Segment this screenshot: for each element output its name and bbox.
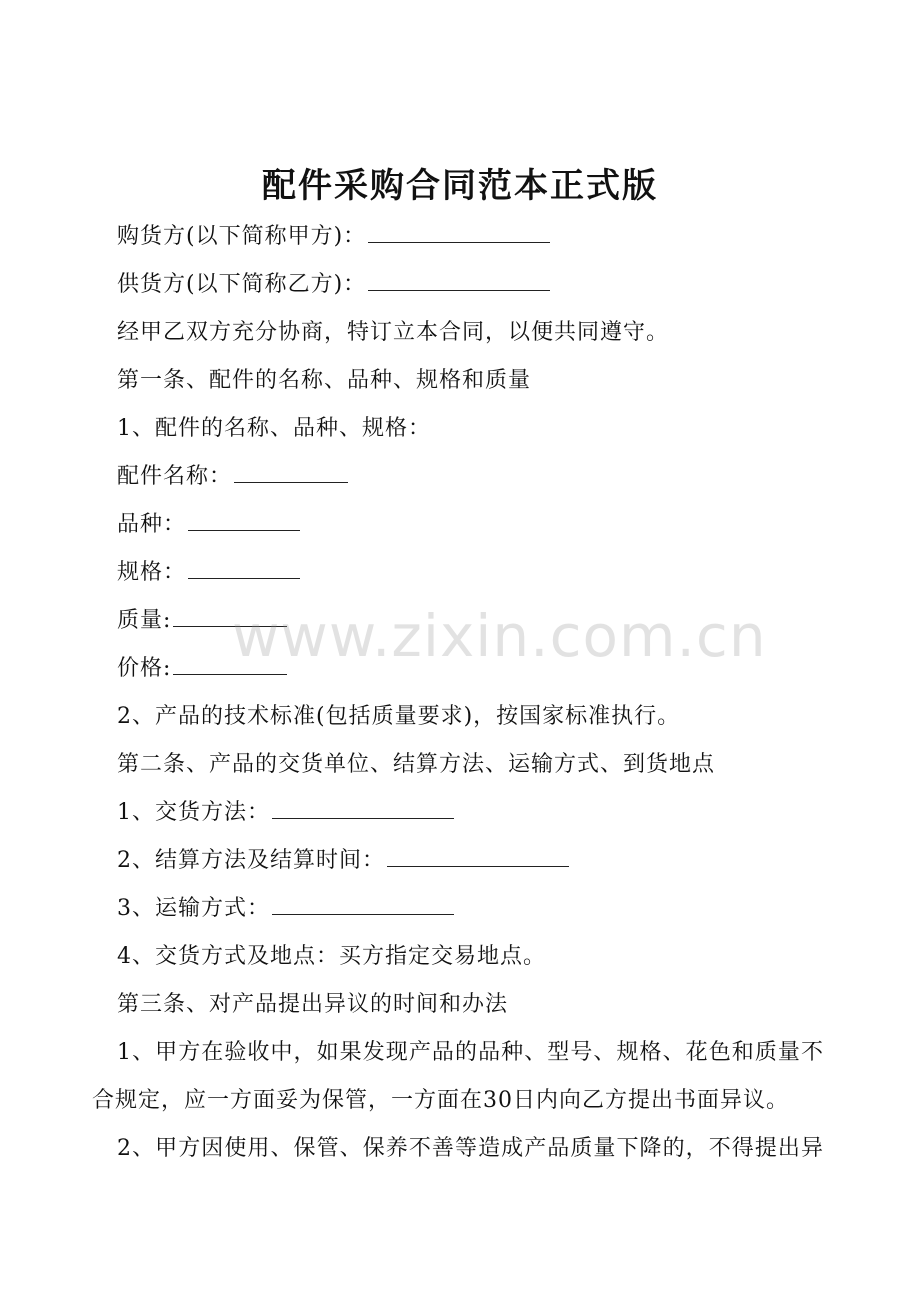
article2-item3-line	[117, 892, 454, 926]
article1-item1: 1、配件的名称、品种、规格：	[117, 416, 431, 441]
seller-line	[117, 268, 550, 302]
article2-item4: 4、交货方式及地点：买方指定交易地点。	[117, 944, 546, 969]
document-title: 配件采购合同范本正式版	[262, 166, 658, 206]
article1-item2: 2、产品的技术标准(包括质量要求)，按国家标准执行。	[117, 704, 681, 729]
seller-label: 供货方(以下简称乙方)：	[117, 272, 367, 297]
transport-blank	[272, 892, 454, 915]
field-name-label: 配件名称：	[117, 464, 233, 489]
article3-item1-line1: 1、甲方在验收中，如果发现产品的品种、型号、规格、花色和质量不	[117, 1040, 823, 1065]
article3-item1-line2: 合规定，应一方面妥为保管，一方面在30日内向乙方提出书面异议。	[92, 1088, 789, 1113]
article2-item2-label: 2、结算方法及结算时间：	[117, 848, 385, 873]
field-price-label: 价格:	[117, 656, 172, 681]
article2-item3-label: 3、运输方式：	[117, 896, 270, 921]
field-spec-line	[117, 556, 300, 590]
article2-item2-line	[117, 844, 569, 878]
buyer-line	[117, 220, 550, 254]
buyer-label: 购货方(以下简称甲方)：	[117, 224, 367, 249]
field-name-line	[117, 460, 348, 494]
field-variety-blank	[188, 508, 300, 531]
article2-heading: 第二条、产品的交货单位、结算方法、运输方式、到货地点	[117, 752, 716, 777]
settlement-blank	[387, 844, 569, 867]
buyer-blank	[368, 220, 550, 243]
field-variety-line	[117, 508, 300, 542]
field-spec-label: 规格：	[117, 560, 187, 585]
article2-item1-label: 1、交货方法：	[117, 800, 270, 825]
field-variety-label: 品种：	[117, 512, 187, 537]
field-spec-blank	[188, 556, 300, 579]
intro-paragraph: 经甲乙双方充分协商，特订立本合同，以便共同遵守。	[117, 320, 670, 345]
article3-heading: 第三条、对产品提出异议的时间和办法	[117, 992, 509, 1017]
watermark: www.zixin.com.cn	[232, 602, 767, 670]
article3-item2-line1: 2、甲方因使用、保管、保养不善等造成产品质量下降的，不得提出异	[117, 1136, 823, 1161]
seller-blank	[368, 268, 550, 291]
delivery-method-blank	[272, 796, 454, 819]
field-name-blank	[234, 460, 348, 483]
article1-heading: 第一条、配件的名称、品种、规格和质量	[117, 368, 532, 393]
field-quality-label: 质量:	[117, 608, 172, 633]
article2-item1-line	[117, 796, 454, 830]
